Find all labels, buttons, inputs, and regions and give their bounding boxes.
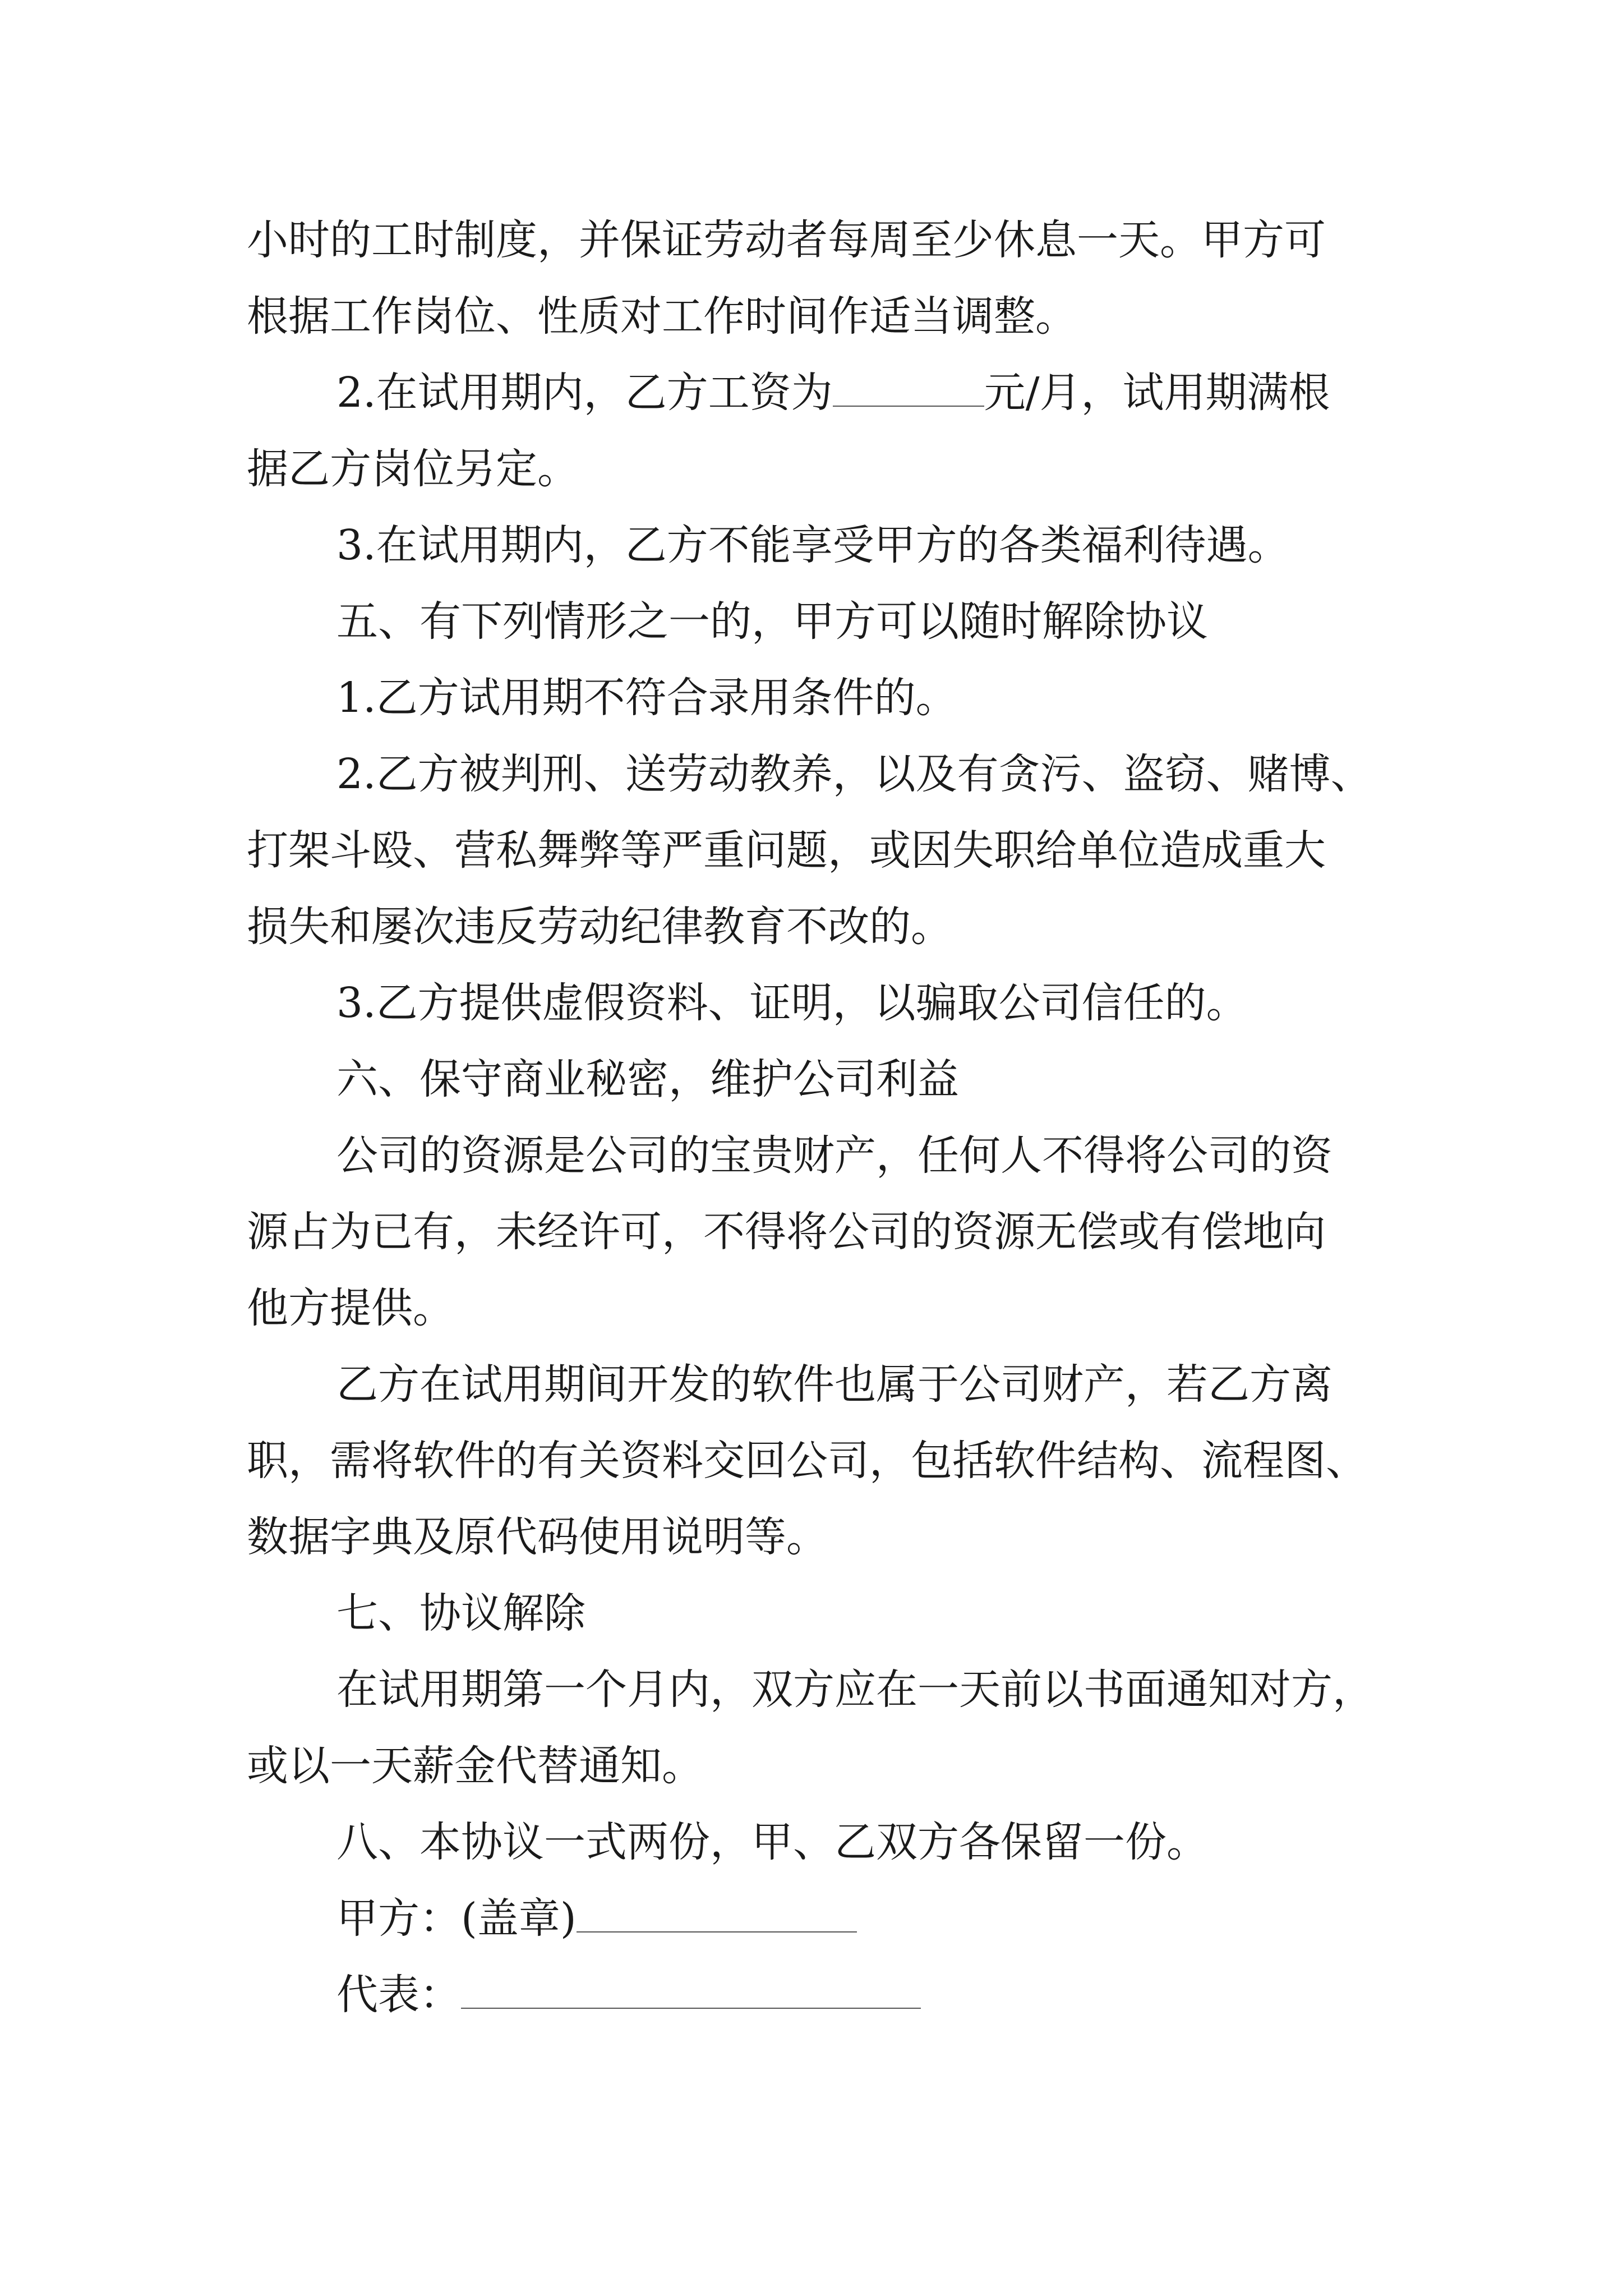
text-line: 乙方在试用期间开发的软件也属于公司财产，若乙方离 — [336, 1360, 1332, 1409]
party-a-blank — [577, 1894, 857, 1932]
document-body — [247, 202, 1385, 2033]
representative-blank — [461, 1971, 921, 2009]
party-a-label: 甲方：(盖章) — [336, 1894, 577, 1943]
salary-suffix: 元/月，试用期满根 — [984, 369, 1330, 417]
text-line: 职，需将软件的有关资料交回公司，包括软件结构、流程图、 — [247, 1437, 1367, 1485]
text-line: 2.乙方被判刑、送劳动教养，以及有贪污、盗窃、赌博、 — [336, 750, 1372, 798]
salary-line — [247, 355, 1385, 431]
representative-signature-line — [247, 1957, 1385, 2033]
text-line: 打架斗殴、营私舞弊等严重问题，或因失职给单位造成重大 — [247, 826, 1326, 875]
text-line: 他方提供。 — [247, 1284, 454, 1332]
section-heading: 五、有下列情形之一的，甲方可以随时解除协议 — [336, 597, 1208, 646]
text-line: 1.乙方试用期不符合录用条件的。 — [336, 674, 957, 722]
representative-label: 代表： — [336, 1971, 461, 2019]
text-line: 小时的工时制度，并保证劳动者每周至少休息一天。甲方可 — [247, 216, 1326, 264]
text-line: 或以一天薪金代替通知。 — [247, 1742, 703, 1790]
salary-blank — [833, 369, 984, 407]
text-line: 数据字典及原代码使用说明等。 — [247, 1513, 828, 1561]
text-line: 据乙方岗位另定。 — [247, 445, 579, 493]
text-line: 公司的资源是公司的宝贵财产，任何人不得将公司的资 — [336, 1131, 1332, 1180]
text-line: 源占为已有，未经许可，不得将公司的资源无偿或有偿地向 — [247, 1208, 1326, 1256]
party-a-signature-line — [247, 1880, 1385, 1957]
section-heading: 八、本协议一式两份，甲、乙双方各保留一份。 — [336, 1818, 1208, 1866]
text-line: 3.乙方提供虚假资料、证明，以骗取公司信任的。 — [336, 979, 1248, 1027]
text-line: 根据工作岗位、性质对工作时间作适当调整。 — [247, 292, 1077, 341]
section-heading: 六、保守商业秘密，维护公司利益 — [336, 1055, 959, 1103]
section-heading: 七、协议解除 — [336, 1589, 585, 1637]
text-line: 3.在试用期内，乙方不能享受甲方的各类福利待遇。 — [336, 521, 1289, 569]
text-line: 损失和屡次违反劳动纪律教育不改的。 — [247, 903, 952, 951]
salary-prefix: 2.在试用期内，乙方工资为 — [336, 369, 833, 417]
text-line: 在试用期第一个月内，双方应在一天前以书面通知对方， — [336, 1665, 1374, 1714]
